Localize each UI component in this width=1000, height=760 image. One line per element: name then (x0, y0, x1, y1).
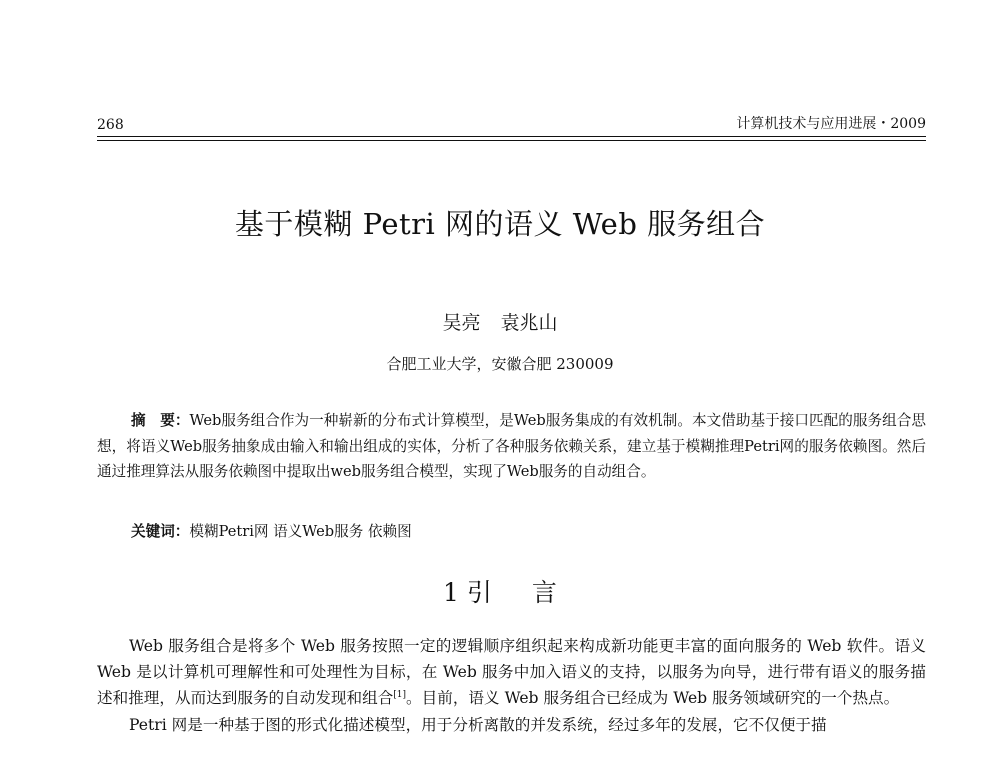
header-rule-thin (97, 140, 926, 141)
author-list (0, 308, 1000, 335)
body-text (97, 633, 926, 738)
section-heading (0, 573, 1000, 609)
abstract-text: Web服务组合作为一种崭新的分布式计算模型，是Web服务集成的有效机制。本文借助基于接口匹配的服务组合思想，将语义Web服务抽象成由输入和输出组成的实体，分析了各种服务依赖关系，建立基于模糊推理Petri网的服务依赖图。然后通过推理算法从服务依赖图中提取出web服务组合模型，实现了Web服务的自动组合。 (97, 412, 926, 481)
paper-title: 基于模糊 Petri 网的语义 Web 服务组合 (234, 207, 766, 241)
author-name: 吴亮 (442, 312, 481, 334)
citation-ref: [1] (393, 690, 407, 701)
abstract (97, 408, 926, 485)
section-title-part: 言 (531, 578, 557, 607)
author-name: 袁兆山 (500, 312, 558, 334)
running-header (97, 114, 926, 136)
journal-name: 计算机技术与应用进展・2009 (736, 116, 926, 132)
section-number: 1 (443, 578, 459, 607)
page-number: 268 (97, 117, 124, 133)
affiliation: 合肥工业大学，安徽合肥 230009 (386, 355, 614, 373)
paragraph: Web 服务组合是将多个 Web 服务按照一定的逻辑顺序组织起来构成新功能更丰富的面向服务的 Web 软件。语义 Web 是以计算机可理解性和可处理性为目标，在 Web 服务中加入语义的支持，以服务为向导，进行带有语义的服务描述和推理，从而达到服务的自动发现和组合[1]。目前，语义 Web 服务组合已经成为 Web 服务领域研究的一个热点。 (97, 637, 926, 708)
abstract-label: 摘 要： (131, 412, 190, 429)
keywords-text: 模糊Petri网 语义Web服务 依赖图 (189, 523, 412, 540)
header-rule-thick (97, 136, 926, 137)
keywords-label: 关键词： (131, 523, 190, 540)
paragraph: Petri 网是一种基于图的形式化描述模型，用于分析离散的并发系统，经过多年的发展，它不仅便于描 (129, 715, 827, 734)
section-title-part: 引 (466, 578, 492, 607)
keywords (131, 520, 412, 541)
